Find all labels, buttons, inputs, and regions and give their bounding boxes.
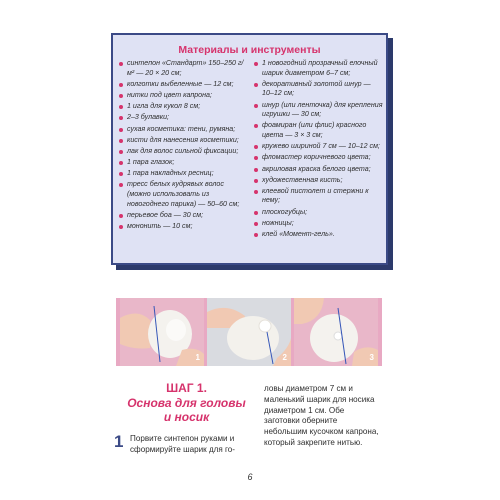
photo-2-illustration: [207, 298, 291, 366]
materials-item: тресс белых кудрявых волос (можно использовать из новогоднего парика) — 50–60 см;: [119, 180, 245, 209]
photo-3-illustration: [294, 298, 378, 366]
step-title: ШАГ 1.: [166, 381, 207, 395]
materials-item: художественная кисть;: [254, 176, 384, 186]
materials-item: 1 пара глазок;: [119, 158, 245, 168]
materials-item: 1 новогодний прозрачный елочный шарик диаметром 6–7 см;: [254, 59, 384, 78]
materials-box: [111, 33, 388, 265]
photo-1-illustration: [120, 298, 204, 366]
materials-item: синтепон «Стандарт» 150–250 г/м² — 20 × 20 см;: [119, 59, 245, 78]
step-photo-2: [207, 298, 291, 366]
step-photo-1: [120, 298, 204, 366]
materials-item: колготки выбеленные — 12 см;: [119, 80, 245, 90]
step-number: 1: [114, 432, 124, 451]
materials-item: перьевое боа — 30 см;: [119, 211, 245, 221]
photo-strip: [116, 298, 382, 366]
materials-item: клеевой пистолет и стержни к нему;: [254, 187, 384, 206]
materials-item: мононить — 10 см;: [119, 222, 245, 232]
photo-number: 1: [195, 353, 200, 362]
step-subtitle: Основа для головы и носик: [127, 396, 246, 424]
photo-number: 2: [282, 353, 287, 362]
materials-item: кисти для нанесения косметики;: [119, 136, 245, 146]
step-text-right: ловы диаметром 7 см и маленький шарик для носика диаметром 1 см. Обе заготовки оберните небольшим кусочком капрона, который закрепите нитью.: [264, 384, 379, 447]
materials-item: лак для волос сильной фиксации;: [119, 147, 245, 157]
materials-item: фоамиран (или флис) красного цвета — 3 × 3 см;: [254, 121, 384, 140]
page-number: 6: [247, 472, 253, 482]
materials-item: плоскогубцы;: [254, 208, 384, 218]
materials-item: акриловая краска белого цвета;: [254, 165, 384, 175]
materials-item: 1 пара накладных ресниц;: [119, 169, 245, 179]
materials-item: 2–3 булавки;: [119, 113, 245, 123]
materials-item: фломастер коричневого цвета;: [254, 153, 384, 163]
materials-item: шнур (или ленточка) для крепления игрушки — 30 см;: [254, 101, 384, 120]
materials-item: кружево шириной 7 см — 10–12 см;: [254, 142, 384, 152]
step-text-left: Порвите синтепон руками и сформируйте шарик для го-: [130, 434, 235, 454]
materials-left-column: [119, 59, 245, 233]
step-photo-3: [294, 298, 378, 366]
materials-item: ножницы;: [254, 219, 384, 229]
materials-right-column: [254, 59, 384, 241]
materials-item: нитки под цвет капрона;: [119, 91, 245, 101]
materials-item: клей «Момент-гель».: [254, 230, 384, 240]
materials-title: Материалы и инструменты: [178, 44, 321, 56]
materials-item: сухая косметика: тени, румяна;: [119, 125, 245, 135]
photo-number: 3: [369, 353, 374, 362]
materials-item: 1 игла для кукол 8 см;: [119, 102, 245, 112]
materials-item: декоративный золотой шнур — 10–12 см;: [254, 80, 384, 99]
